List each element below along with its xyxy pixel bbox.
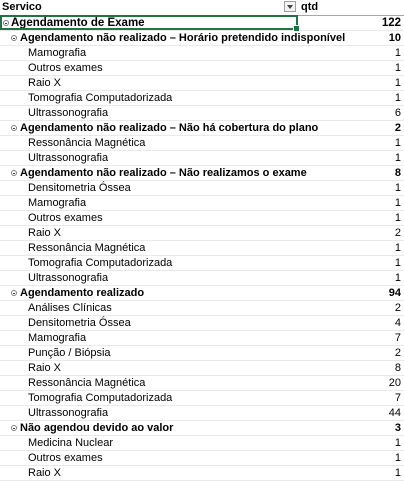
item-label: Densitometria Óssea (28, 317, 131, 329)
item-label: Raio X (28, 227, 62, 239)
table-row[interactable] (0, 181, 404, 196)
item-value: 1 (394, 257, 401, 269)
collapse-icon[interactable] (3, 20, 9, 26)
item-value: 1 (394, 152, 401, 164)
grand-group-label: Agendamento de Exame (11, 17, 145, 29)
item-label: Tomografia Computadorizada (28, 92, 173, 104)
table-row[interactable] (0, 466, 404, 481)
group-value: 3 (394, 422, 401, 434)
item-label: Tomografia Computadorizada (28, 257, 173, 269)
table-row[interactable] (0, 241, 404, 256)
grand-group-value: 122 (381, 17, 401, 29)
item-label: Mamografia (28, 332, 87, 344)
item-label: Ressonância Magnética (28, 377, 146, 389)
table-row[interactable] (0, 451, 404, 466)
collapse-icon[interactable] (11, 425, 17, 431)
table-row[interactable] (0, 211, 404, 226)
group-value: 8 (394, 167, 401, 179)
group-value: 10 (388, 32, 401, 44)
item-label: Mamografia (28, 47, 87, 59)
item-label: Tomografia Computadorizada (28, 392, 173, 404)
item-value: 44 (388, 407, 401, 419)
item-label: Ressonância Magnética (28, 137, 146, 149)
item-value: 1 (394, 272, 401, 284)
table-row[interactable] (0, 271, 404, 286)
group-row[interactable] (0, 421, 404, 436)
item-label: Raio X (28, 77, 62, 89)
item-label: Análises Clínicas (28, 302, 112, 314)
group-row[interactable] (0, 286, 404, 301)
grand-group-row[interactable] (0, 16, 404, 31)
item-value: 1 (394, 92, 401, 104)
item-label: Mamografia (28, 197, 87, 209)
item-label: Outros exames (28, 452, 103, 464)
pivot-header-row (0, 0, 404, 16)
item-value: 1 (394, 47, 401, 59)
item-label: Ultrassonografia (28, 107, 109, 119)
item-value: 1 (394, 197, 401, 209)
item-label: Ultrassonografia (28, 272, 109, 284)
item-value: 1 (394, 467, 401, 479)
table-row[interactable] (0, 316, 404, 331)
group-label: Agendamento não realizado – Horário pretendido indisponível (20, 32, 346, 44)
item-value: 2 (394, 347, 401, 359)
table-row[interactable] (0, 61, 404, 76)
item-value: 1 (394, 212, 401, 224)
table-row[interactable] (0, 361, 404, 376)
group-row[interactable] (0, 31, 404, 46)
item-value: 2 (394, 227, 401, 239)
table-row[interactable] (0, 46, 404, 61)
table-row[interactable] (0, 76, 404, 91)
group-row[interactable] (0, 121, 404, 136)
filter-dropdown-icon[interactable] (284, 1, 296, 12)
group-label: Agendamento não realizado – Não realizamos o exame (20, 167, 307, 179)
item-value: 2 (394, 302, 401, 314)
item-label: Raio X (28, 362, 62, 374)
group-row[interactable] (0, 166, 404, 181)
item-value: 1 (394, 452, 401, 464)
collapse-icon[interactable] (11, 170, 17, 176)
item-value: 20 (388, 377, 401, 389)
item-label: Outros exames (28, 62, 103, 74)
collapse-icon[interactable] (11, 125, 17, 131)
item-value: 7 (394, 332, 401, 344)
item-value: 1 (394, 62, 401, 74)
table-row[interactable] (0, 256, 404, 271)
table-row[interactable] (0, 391, 404, 406)
group-value: 94 (388, 287, 401, 299)
table-row[interactable] (0, 91, 404, 106)
item-label: Ultrassonografia (28, 152, 109, 164)
item-value: 8 (394, 362, 401, 374)
item-value: 1 (394, 137, 401, 149)
table-row[interactable] (0, 331, 404, 346)
table-row[interactable] (0, 406, 404, 421)
table-row[interactable] (0, 106, 404, 121)
group-value: 2 (394, 122, 401, 134)
table-row[interactable] (0, 436, 404, 451)
table-row[interactable] (0, 151, 404, 166)
item-value: 7 (394, 392, 401, 404)
item-value: 6 (394, 107, 401, 119)
group-label: Não agendou devido ao valor (20, 422, 174, 434)
item-value: 4 (394, 317, 401, 329)
table-row[interactable] (0, 196, 404, 211)
item-label: Punção / Biópsia (28, 347, 111, 359)
group-label: Agendamento realizado (20, 287, 145, 299)
collapse-icon[interactable] (11, 35, 17, 41)
row-field-header[interactable]: Servico (2, 1, 42, 13)
groups-container (0, 31, 404, 481)
table-row[interactable] (0, 136, 404, 151)
item-label: Outros exames (28, 212, 103, 224)
item-label: Raio X (28, 467, 62, 479)
item-label: Medicina Nuclear (28, 437, 113, 449)
group-label: Agendamento não realizado – Não há cobertura do plano (20, 122, 319, 134)
table-row[interactable] (0, 376, 404, 391)
item-label: Ressonância Magnética (28, 242, 146, 254)
item-label: Ultrassonografia (28, 407, 109, 419)
table-row[interactable] (0, 226, 404, 241)
collapse-icon[interactable] (11, 290, 17, 296)
item-value: 1 (394, 77, 401, 89)
value-field-header[interactable]: qtd (301, 1, 319, 13)
item-value: 1 (394, 242, 401, 254)
item-label: Densitometria Óssea (28, 182, 131, 194)
item-value: 1 (394, 182, 401, 194)
item-value: 1 (394, 437, 401, 449)
table-row[interactable] (0, 301, 404, 316)
table-row[interactable] (0, 346, 404, 361)
